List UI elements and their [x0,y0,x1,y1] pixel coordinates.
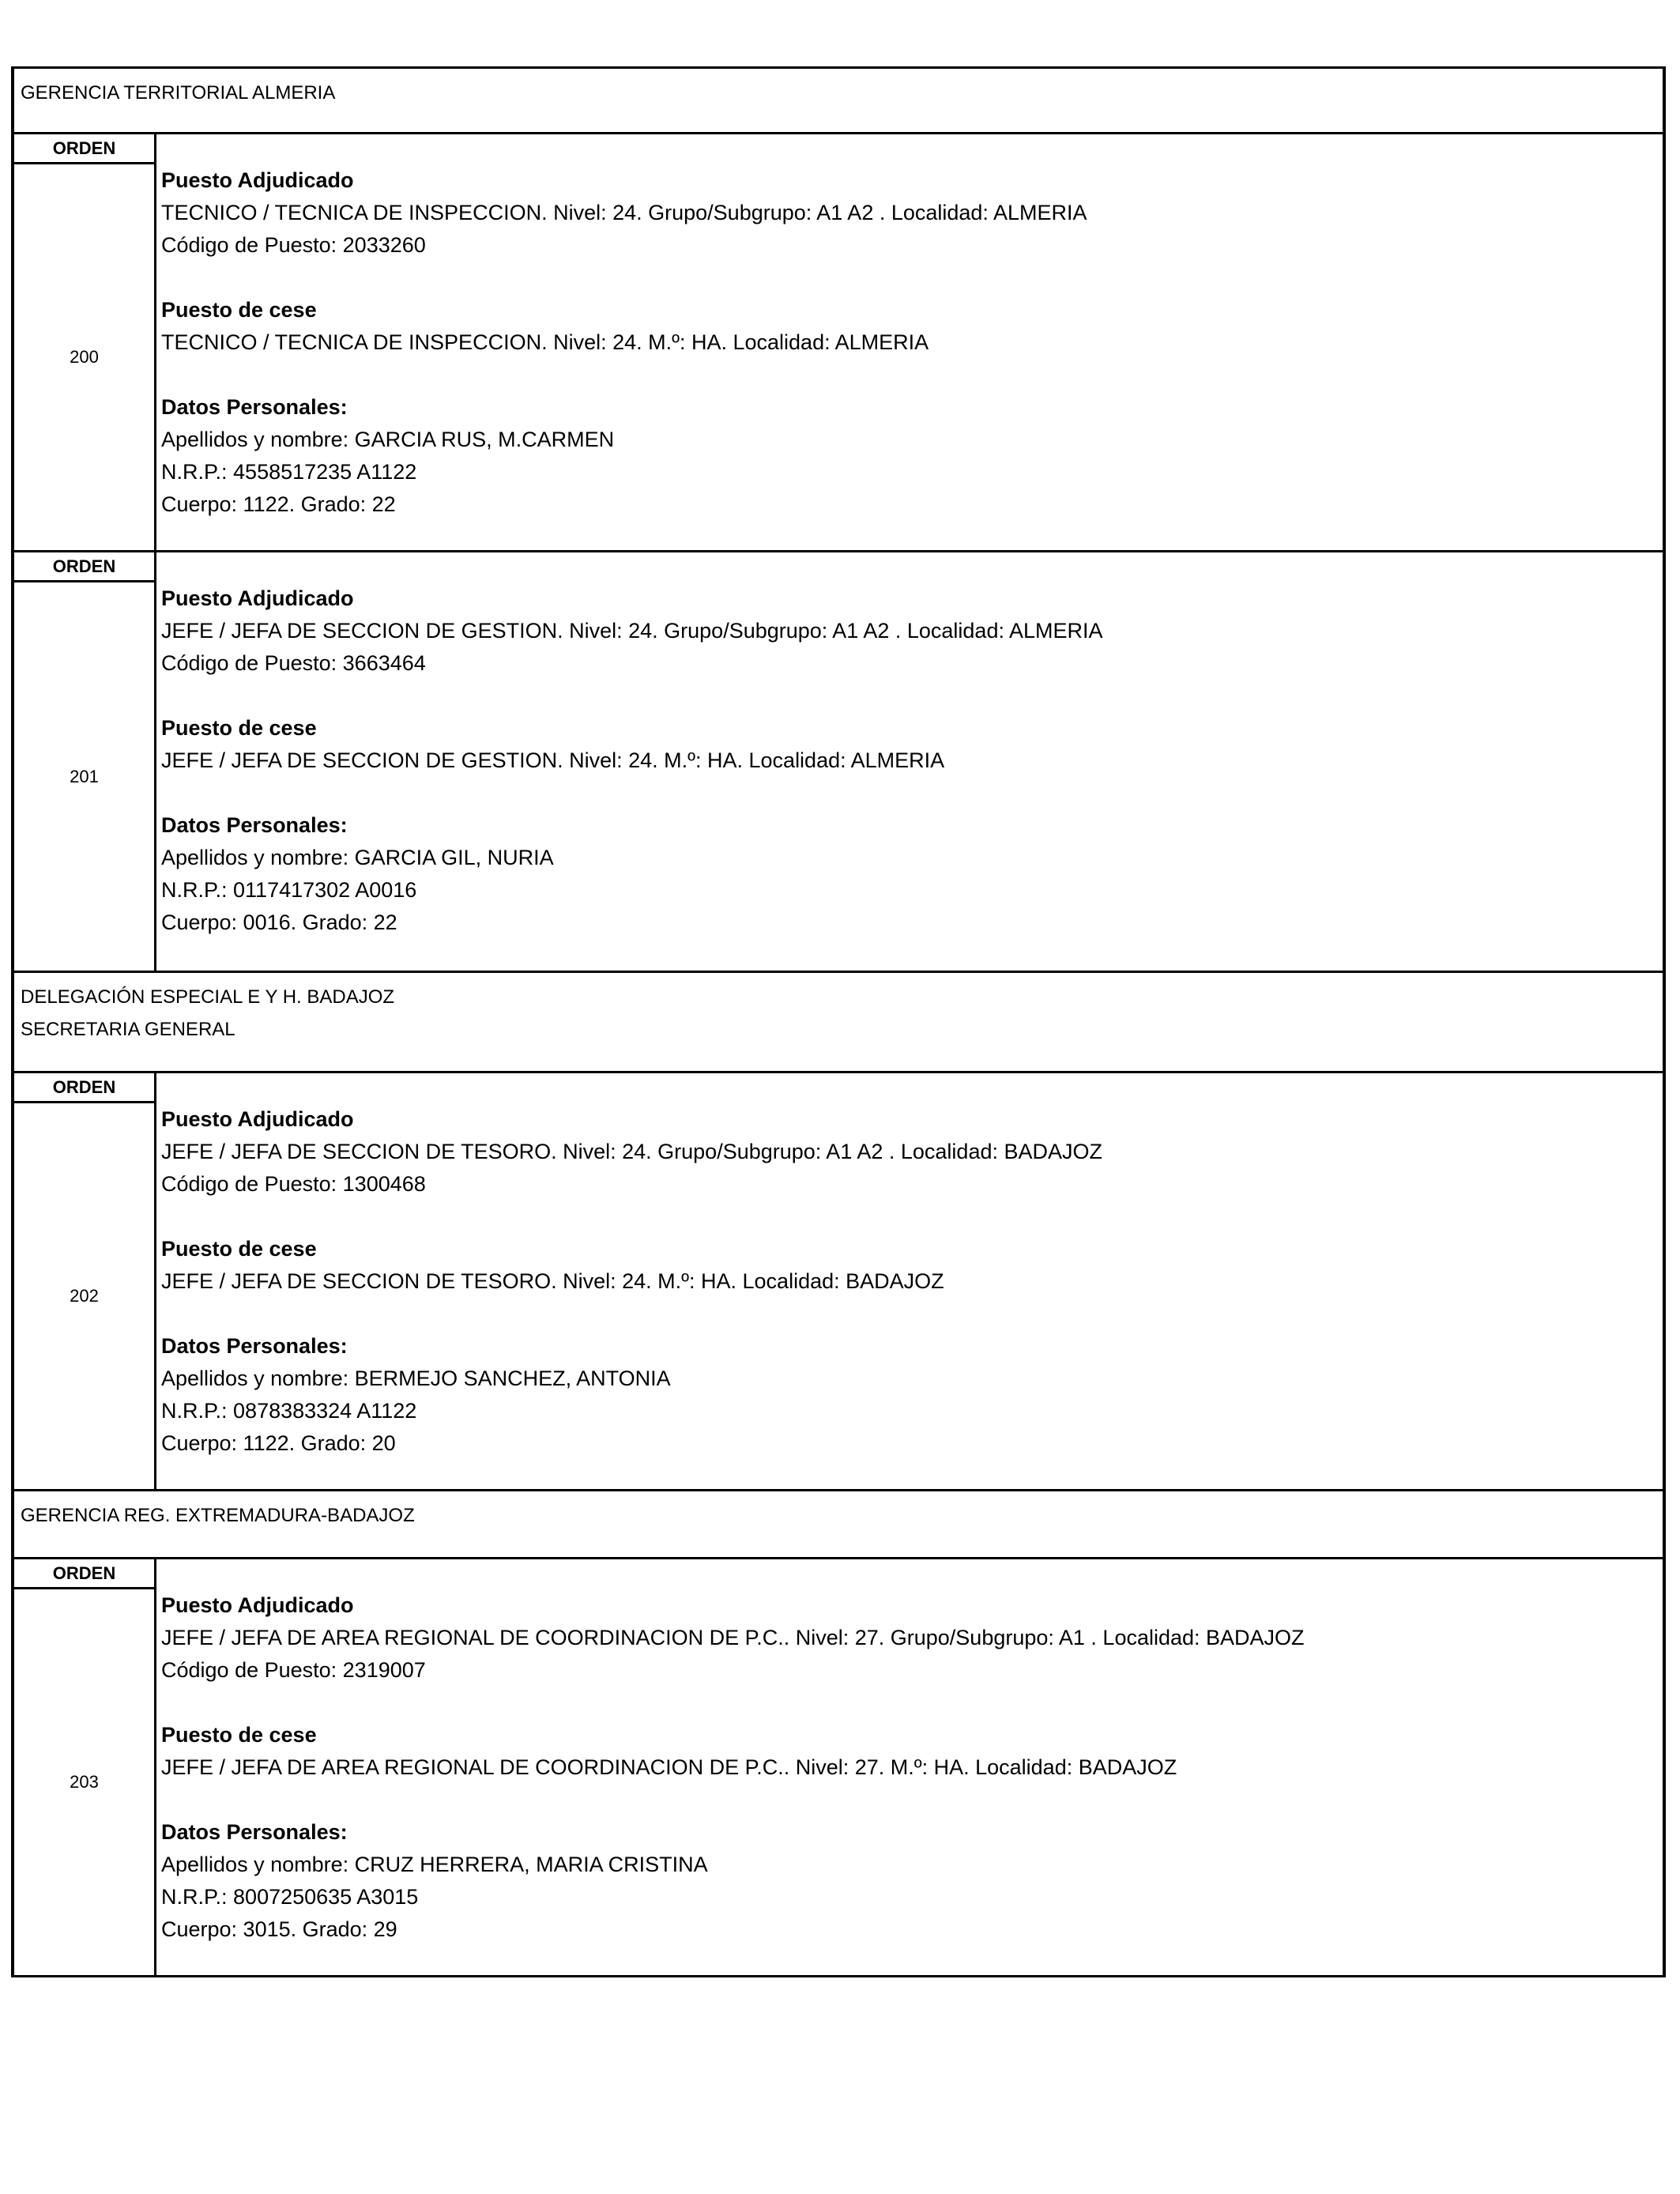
puesto-adjudicado-text: JEFE / JEFA DE SECCION DE TESORO. Nivel: 24. Grupo/Subgrupo: A1 A2 . Localidad: BADAJOZ [161,1140,1102,1163]
nrp: N.R.P.: 4558517235 A1122 [161,460,417,484]
nrp: N.R.P.: 0878383324 A1122 [161,1399,417,1423]
puesto-adjudicado-heading: Puesto Adjudicado [161,168,354,192]
section-header-line: DELEGACIÓN ESPECIAL E Y H. BADAJOZ [21,986,395,1008]
orden-column [14,1073,156,1489]
nrp: N.R.P.: 8007250635 A3015 [161,1885,419,1909]
puesto-cese-heading: Puesto de cese [161,298,317,322]
entry-details [156,1073,1663,1489]
puesto-adjudicado-text: TECNICO / TECNICA DE INSPECCION. Nivel: 24. Grupo/Subgrupo: A1 A2 . Localidad: ALMERIA [161,201,1087,224]
cuerpo-grado: Cuerpo: 1122. Grado: 20 [161,1431,396,1455]
section-header-line: GERENCIA REG. EXTREMADURA-BADAJOZ [21,1505,415,1526]
orden-column [14,552,156,971]
puesto-cese-text: TECNICO / TECNICA DE INSPECCION. Nivel: 24. M.º: HA. Localidad: ALMERIA [161,330,929,354]
section-header [14,973,1663,1071]
orden-label: ORDEN [14,1559,154,1589]
puesto-adjudicado-text: JEFE / JEFA DE AREA REGIONAL DE COORDINACION DE P.C.. Nivel: 27. Grupo/Subgrupo: A1 . Localidad: BADAJOZ [161,1626,1305,1649]
puesto-cese-heading: Puesto de cese [161,1237,317,1261]
datos-personales-heading: Datos Personales: [161,395,348,419]
puesto-cese-text: JEFE / JEFA DE SECCION DE GESTION. Nivel: 24. M.º: HA. Localidad: ALMERIA [161,748,945,772]
entry-block [14,1557,1663,1977]
apellidos-nombre: Apellidos y nombre: CRUZ HERRERA, MARIA CRISTINA [161,1853,708,1876]
cuerpo-grado: Cuerpo: 0016. Grado: 22 [161,910,397,934]
entry-block [14,132,1663,552]
orden-label: ORDEN [14,1073,154,1103]
section-header [14,66,1663,132]
puesto-adjudicado-text: JEFE / JEFA DE SECCION DE GESTION. Nivel: 24. Grupo/Subgrupo: A1 A2 . Localidad: ALMERIA [161,619,1103,643]
nrp: N.R.P.: 0117417302 A0016 [161,878,417,902]
orden-number: 202 [70,1286,99,1306]
puesto-adjudicado-heading: Puesto Adjudicado [161,586,354,610]
orden-column [14,134,156,550]
orden-number: 200 [70,347,99,367]
document-table [11,66,1666,1977]
codigo-puesto: Código de Puesto: 3663464 [161,651,426,675]
datos-personales-heading: Datos Personales: [161,1334,348,1358]
entry-details [156,1559,1663,1975]
orden-label: ORDEN [14,134,154,164]
cuerpo-grado: Cuerpo: 1122. Grado: 22 [161,492,396,516]
puesto-adjudicado-heading: Puesto Adjudicado [161,1593,354,1617]
entry-block [14,552,1663,973]
entry-details [156,134,1663,550]
puesto-cese-heading: Puesto de cese [161,1723,317,1747]
orden-number: 203 [70,1772,99,1792]
entry-details [156,552,1663,971]
section-header [14,1491,1663,1557]
codigo-puesto: Código de Puesto: 1300468 [161,1172,426,1196]
puesto-cese-text: JEFE / JEFA DE AREA REGIONAL DE COORDINACION DE P.C.. Nivel: 27. M.º: HA. Localidad: BADAJOZ [161,1755,1177,1779]
entry-block [14,1071,1663,1491]
orden-number: 201 [70,766,99,786]
puesto-adjudicado-heading: Puesto Adjudicado [161,1107,354,1131]
apellidos-nombre: Apellidos y nombre: GARCIA GIL, NURIA [161,846,554,869]
orden-label: ORDEN [14,552,154,582]
codigo-puesto: Código de Puesto: 2319007 [161,1658,426,1682]
apellidos-nombre: Apellidos y nombre: GARCIA RUS, M.CARMEN [161,428,615,451]
codigo-puesto: Código de Puesto: 2033260 [161,233,426,257]
puesto-cese-text: JEFE / JEFA DE SECCION DE TESORO. Nivel: 24. M.º: HA. Localidad: BADAJOZ [161,1269,944,1293]
cuerpo-grado: Cuerpo: 3015. Grado: 29 [161,1917,397,1941]
section-header-line: SECRETARIA GENERAL [21,1019,235,1040]
orden-column [14,1559,156,1975]
puesto-cese-heading: Puesto de cese [161,716,317,740]
section-header-line: GERENCIA TERRITORIAL ALMERIA [21,82,336,104]
apellidos-nombre: Apellidos y nombre: BERMEJO SANCHEZ, ANTONIA [161,1367,671,1390]
datos-personales-heading: Datos Personales: [161,1820,348,1844]
datos-personales-heading: Datos Personales: [161,813,348,837]
